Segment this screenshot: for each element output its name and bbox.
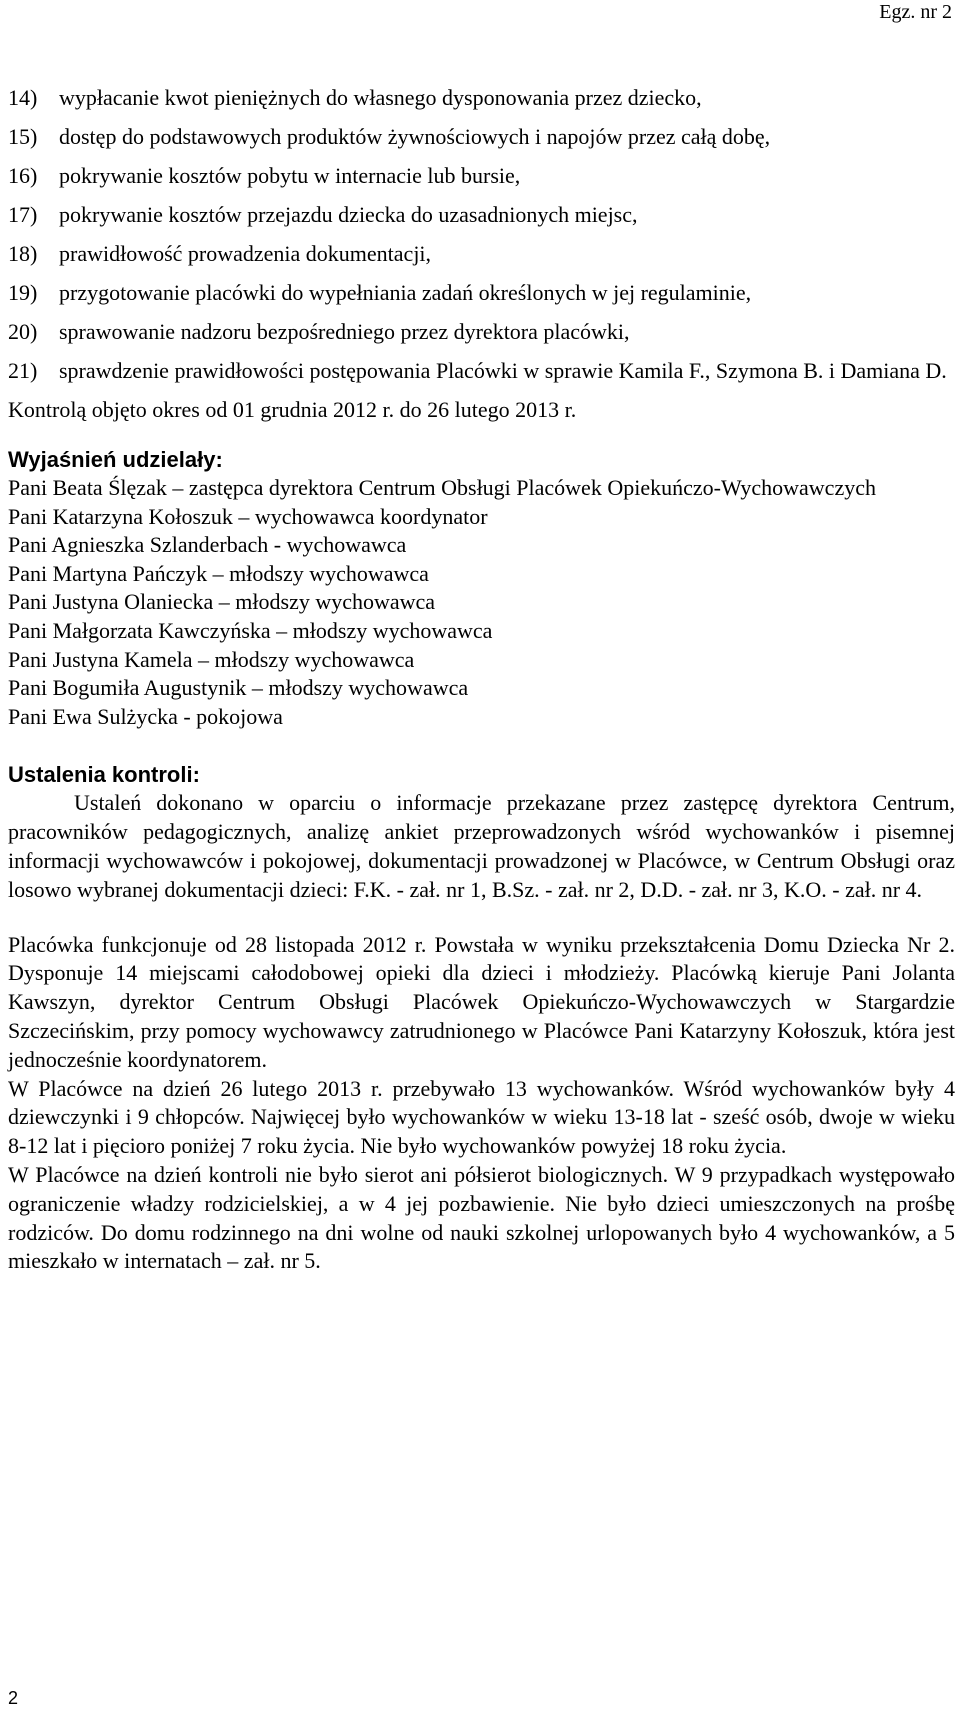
page-number: 2: [8, 1688, 19, 1708]
control-period: Kontrolą objęto okres od 01 grudnia 2012 r. do 26 lutego 2013 r.: [8, 397, 577, 422]
list-item-number: 18): [8, 241, 38, 266]
witness-line: Pani Beata Ślęzak – zastępca dyrektora Centrum Obsługi Placówek Opiekuńczo-Wychowawczych: [8, 475, 876, 500]
list-item-text: pokrywanie kosztów pobytu w internacie lub bursie,: [59, 163, 521, 188]
document-body: [8, 84, 955, 1276]
list-item-text: dostęp do podstawowych produktów żywnościowych i napojów przez całą dobę,: [59, 124, 771, 149]
paragraph-gap: [8, 905, 955, 931]
findings-paragraph: W Placówce na dzień kontroli nie było sierot ani półsierot biologicznych. W 9 przypadkach występowało ograniczenie władzy rodzicielskiej, a w 4 jej pozbawienie. Nie było dzieci umieszczonych na prośbę rodziców. Do domu rodzinnego na dni wolne od nauki szkolnej urlopowanych było 4 wychowanków, a 5 mieszkało w internatach – zał. nr 5.: [8, 1161, 955, 1274]
list-item: [8, 318, 955, 346]
list-item-text: pokrywanie kosztów przejazdu dziecka do uzasadnionych miejsc,: [59, 202, 638, 227]
witness-line: Pani Agnieszka Szlanderbach - wychowawca: [8, 532, 407, 558]
witness-line: Pani Ewa Sulżycka - pokojowa: [8, 703, 283, 729]
explanations-section: [8, 446, 955, 731]
list-item-number: 19): [8, 280, 38, 305]
findings-section: [8, 761, 955, 1276]
witness-line: Pani Katarzyna Kołoszuk – wychowawca koordynator: [8, 503, 488, 529]
list-item: [8, 123, 955, 151]
witness-line: Pani Justyna Kamela – młodszy wychowawca: [8, 646, 415, 672]
list-item: [8, 357, 955, 385]
list-item: [8, 240, 955, 268]
list-item: [8, 162, 955, 190]
explanations-heading: Wyjaśnień udzielały:: [8, 447, 223, 472]
scope-list: [8, 84, 955, 385]
findings-intro: Ustaleń dokonano w oparciu o informacje przekazane przez zastępcę dyrektora Centrum, pracowników pedagogicznych, analizę ankiet przeprowadzonych wśród wychowanków i pisemnej informacji wychowawców i pokojowej, dokumentacji prowadzonej w Placówce, w Centrum Obsługi oraz losowo wybranej dokumentacji dzieci: F.K. - zał. nr 1, B.Sz. - zał. nr 2, D.D. - zał. nr 3, K.O. - zał. nr 4.: [8, 790, 955, 902]
findings-heading: Ustalenia kontroli:: [8, 762, 200, 788]
list-item-text: sprawowanie nadzoru bezpośredniego przez dyrektora placówki,: [59, 319, 630, 344]
witness-line: Pani Justyna Olaniecka – młodszy wychowawca: [8, 589, 436, 615]
list-item-number: 15): [8, 124, 38, 149]
list-item-text: prawidłowość prowadzenia dokumentacji,: [59, 241, 432, 266]
list-item-number: 17): [8, 202, 38, 227]
list-item-number: 20): [8, 319, 38, 344]
list-item: [8, 201, 955, 229]
list-item-number: 14): [8, 85, 38, 110]
list-item-text: przygotowanie placówki do wypełniania zadań określonych w jej regulaminie,: [59, 280, 752, 305]
findings-paragraph: W Placówce na dzień 26 lutego 2013 r. przebywało 13 wychowanków. Wśród wychowanków były 4 dziewczynki i 9 chłopców. Najwięcej było wychowanków w wieku 13-18 lat - sześć osób, dwoje w wieku 8-12 lat i pięcioro poniżej 7 roku życia. Nie było wychowanków powyżej 18 roku życia.: [8, 1075, 955, 1159]
list-item: [8, 84, 955, 112]
list-item-number: 21): [8, 358, 38, 383]
list-item-text: wypłacanie kwot pieniężnych do własnego dysponowania przez dziecko,: [59, 85, 702, 110]
list-item: [8, 279, 955, 307]
witness-line: Pani Bogumiła Augustynik – młodszy wychowawca: [8, 675, 469, 701]
witness-line: Pani Małgorzata Kawczyńska – młodszy wychowawca: [8, 617, 493, 643]
list-item-text: sprawdzenie prawidłowości postępowania Placówki w sprawie Kamila F., Szymona B. i Damiana D.: [59, 358, 947, 383]
list-item-number: 16): [8, 163, 38, 188]
findings-paragraph: Placówka funkcjonuje od 28 listopada 2012 r. Powstała w wyniku przekształcenia Domu Dziecka Nr 2. Dysponuje 14 miejscami całodobowej opieki dla dzieci i młodzieży. Placówką kieruje Pani Jolanta Kawszyn, dyrektor Centrum Obsługi Placówek Opiekuńczo-Wychowawczych w Stargardzie Szczecińskim, przy pomocy wychowawcy zatrudnionego w Placówce Pani Katarzyny Kołoszuk, która jest jednocześnie koordynatorem.: [8, 931, 955, 1072]
witness-line: Pani Martyna Pańczyk – młodszy wychowawca: [8, 560, 429, 586]
attachment-label: Egz. nr 2: [879, 1, 952, 23]
